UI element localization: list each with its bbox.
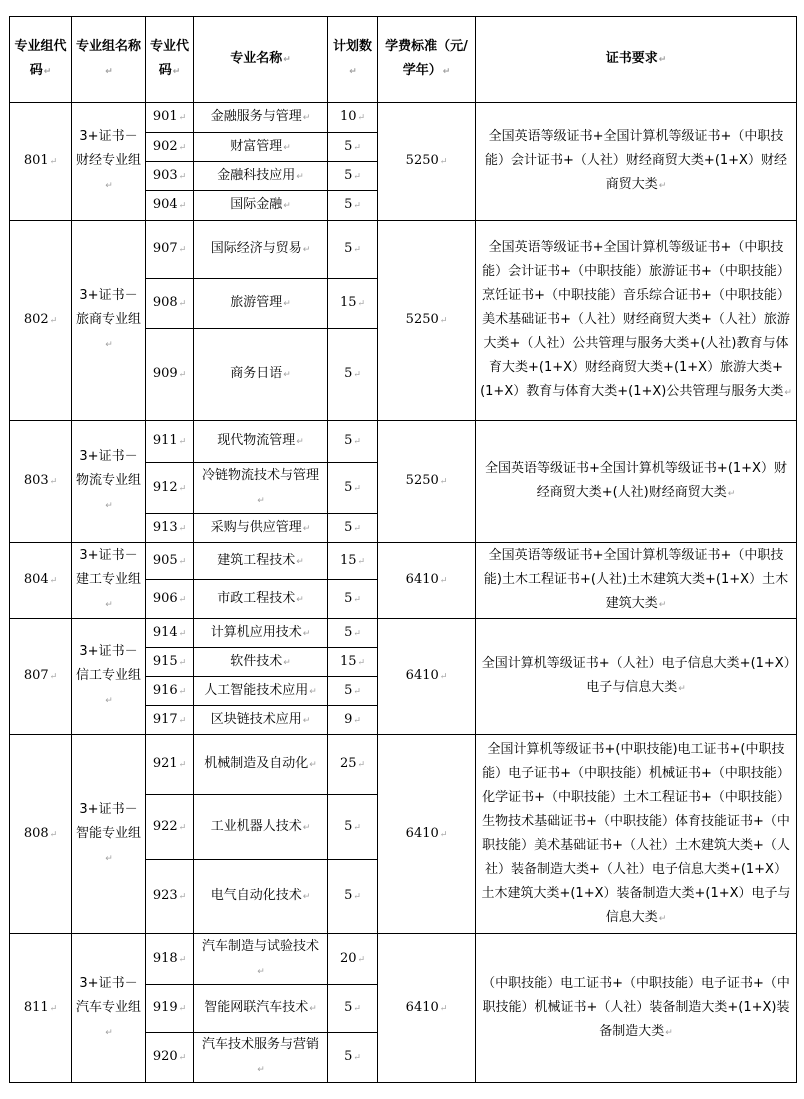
major-code: 902 ↵ (146, 133, 194, 162)
tuition-fee: 5250 ↵ (378, 221, 476, 421)
table-row (10, 421, 797, 463)
plan-count: 5 ↵ (328, 221, 378, 279)
major-code: 907 ↵ (146, 221, 194, 279)
group-code: 807 ↵ (10, 619, 72, 735)
group-name: 3+证书－旅商专业组 ↵ (72, 221, 146, 421)
plan-count: 5 ↵ (328, 580, 378, 619)
plan-count: 10 ↵ (328, 103, 378, 133)
plan-count: 5 ↵ (328, 133, 378, 162)
major-name: 冷链物流技术与管理 ↵ (194, 463, 328, 514)
major-name: 国际金融 ↵ (194, 191, 328, 221)
table-row (10, 619, 797, 648)
table-row (10, 934, 797, 985)
plan-count: 5 ↵ (328, 677, 378, 706)
major-code: 921 ↵ (146, 735, 194, 795)
cert-requirement: 全国英语等级证书+全国计算机等级证书+(1+X）财经商贸大类+(人社)财经商贸大类 ↵ (476, 421, 797, 543)
major-name: 采购与供应管理 ↵ (194, 514, 328, 543)
plan-count: 20 ↵ (328, 934, 378, 985)
tuition-fee: 5250 ↵ (378, 103, 476, 221)
major-code: 904 ↵ (146, 191, 194, 221)
group-code: 808 ↵ (10, 735, 72, 934)
table-row (10, 221, 797, 279)
tuition-fee: 6410 ↵ (378, 543, 476, 619)
major-code: 903 ↵ (146, 162, 194, 191)
major-code: 906 ↵ (146, 580, 194, 619)
header-row (10, 17, 797, 103)
cert-requirement: 全国计算机等级证书+（人社）电子信息大类+(1+X）电子与信息大类 ↵ (476, 619, 797, 735)
cert-requirement: 全国英语等级证书+全国计算机等级证书+（中职技能）会计证书+（人社）财经商贸大类+(1+X）财经商贸大类 ↵ (476, 103, 797, 221)
major-name: 工业机器人技术 ↵ (194, 795, 328, 860)
plan-count: 5 ↵ (328, 514, 378, 543)
table-row (10, 735, 797, 795)
tuition-fee: 5250 ↵ (378, 421, 476, 543)
group-code: 801 ↵ (10, 103, 72, 221)
major-name: 计算机应用技术 ↵ (194, 619, 328, 648)
plan-count: 5 ↵ (328, 985, 378, 1033)
plan-count: 5 ↵ (328, 191, 378, 221)
cert-requirement: （中职技能）电工证书+（中职技能）电子证书+（中职技能）机械证书+（人社）装备制造大类+(1+X)装备制造大类 ↵ (476, 934, 797, 1083)
major-name: 汽车技术服务与营销 ↵ (194, 1033, 328, 1083)
major-code: 905 ↵ (146, 543, 194, 580)
major-code: 911 ↵ (146, 421, 194, 463)
group-code: 803 ↵ (10, 421, 72, 543)
major-code: 912 ↵ (146, 463, 194, 514)
group-code: 802 ↵ (10, 221, 72, 421)
plan-count: 15 ↵ (328, 648, 378, 677)
plan-count: 5 ↵ (328, 860, 378, 934)
plan-count: 15 ↵ (328, 543, 378, 580)
group-code: 804 ↵ (10, 543, 72, 619)
plan-count: 25 ↵ (328, 735, 378, 795)
major-name: 建筑工程技术 ↵ (194, 543, 328, 580)
group-name: 3+证书－物流专业组 ↵ (72, 421, 146, 543)
cert-requirement: 全国计算机等级证书+(中职技能)电工证书+(中职技能）电子证书+（中职技能）机械证书+（中职技能）化学证书+（中职技能）土木工程证书+（中职技能）生物技术基础证书+（中职技能）体育技能证书+（中职技能）美术基础证书+（人社）土木建筑大类+（人社）装备制造大类+（人社）电子信息大类+(1+X）土木建筑大类+(1+X）装备制造大类+(1+X）电子与信息大类 ↵ (476, 735, 797, 934)
group-name: 3+证书－智能专业组 ↵ (72, 735, 146, 934)
header-major-name: 专业名称 ↵ (194, 17, 328, 103)
major-name: 国际经济与贸易 ↵ (194, 221, 328, 279)
major-name: 汽车制造与试验技术 ↵ (194, 934, 328, 985)
plan-count: 15 ↵ (328, 279, 378, 329)
table-row (10, 543, 797, 580)
major-name: 市政工程技术 ↵ (194, 580, 328, 619)
plan-count: 5 ↵ (328, 1033, 378, 1083)
tuition-fee: 6410 ↵ (378, 735, 476, 934)
major-code: 908 ↵ (146, 279, 194, 329)
header-plan: 计划数 ↵ (328, 17, 378, 103)
major-name: 金融科技应用 ↵ (194, 162, 328, 191)
major-code: 901 ↵ (146, 103, 194, 133)
cert-requirement: 全国英语等级证书+全国计算机等级证书+（中职技能)土木工程证书+(人社)土木建筑大类+(1+X）土木建筑大类 ↵ (476, 543, 797, 619)
major-code: 915 ↵ (146, 648, 194, 677)
group-name: 3+证书－财经专业组 ↵ (72, 103, 146, 221)
major-code: 913 ↵ (146, 514, 194, 543)
plan-count: 5 ↵ (328, 795, 378, 860)
plan-count: 5 ↵ (328, 329, 378, 421)
plan-count: 5 ↵ (328, 162, 378, 191)
major-code: 923 ↵ (146, 860, 194, 934)
major-code: 919 ↵ (146, 985, 194, 1033)
major-name: 智能网联汽车技术 ↵ (194, 985, 328, 1033)
major-name: 财富管理 ↵ (194, 133, 328, 162)
major-name: 机械制造及自动化 ↵ (194, 735, 328, 795)
major-name: 区块链技术应用 ↵ (194, 706, 328, 735)
plan-count: 5 ↵ (328, 421, 378, 463)
plan-count: 9 ↵ (328, 706, 378, 735)
major-code: 918 ↵ (146, 934, 194, 985)
major-name: 现代物流管理 ↵ (194, 421, 328, 463)
header-group-name: 专业组名称 ↵ (72, 17, 146, 103)
major-name: 商务日语 ↵ (194, 329, 328, 421)
tuition-fee: 6410 ↵ (378, 619, 476, 735)
major-name: 金融服务与管理 ↵ (194, 103, 328, 133)
major-code: 909 ↵ (146, 329, 194, 421)
major-code: 914 ↵ (146, 619, 194, 648)
header-fee: 学费标准（元/学年） ↵ (378, 17, 476, 103)
major-name: 人工智能技术应用 ↵ (194, 677, 328, 706)
major-code: 920 ↵ (146, 1033, 194, 1083)
admissions-table (9, 16, 797, 1083)
tuition-fee: 6410 ↵ (378, 934, 476, 1083)
header-major-code: 专业代码 ↵ (146, 17, 194, 103)
group-name: 3+证书－汽车专业组 ↵ (72, 934, 146, 1083)
table-row (10, 103, 797, 133)
header-group-code: 专业组代码 ↵ (10, 17, 72, 103)
major-name: 软件技术 ↵ (194, 648, 328, 677)
group-code: 811 ↵ (10, 934, 72, 1083)
plan-count: 5 ↵ (328, 463, 378, 514)
major-code: 917 ↵ (146, 706, 194, 735)
major-name: 电气自动化技术 ↵ (194, 860, 328, 934)
major-code: 922 ↵ (146, 795, 194, 860)
major-name: 旅游管理 ↵ (194, 279, 328, 329)
header-cert: 证书要求 ↵ (476, 17, 797, 103)
group-name: 3+证书－建工专业组 ↵ (72, 543, 146, 619)
group-name: 3+证书－信工专业组 ↵ (72, 619, 146, 735)
cert-requirement: 全国英语等级证书+全国计算机等级证书+（中职技能）会计证书+（中职技能）旅游证书+（中职技能）烹饪证书+（中职技能）音乐综合证书+（中职技能）美术基础证书+（人社）财经商贸大类+（人社）旅游大类+（人社）公共管理与服务大类+(人社)教育与体育大类+(1+X）财经商贸大类+(1+X）旅游大类+(1+X）教育与体育大类+(1+X)公共管理与服务大类 ↵ (476, 221, 797, 421)
major-code: 916 ↵ (146, 677, 194, 706)
plan-count: 5 ↵ (328, 619, 378, 648)
